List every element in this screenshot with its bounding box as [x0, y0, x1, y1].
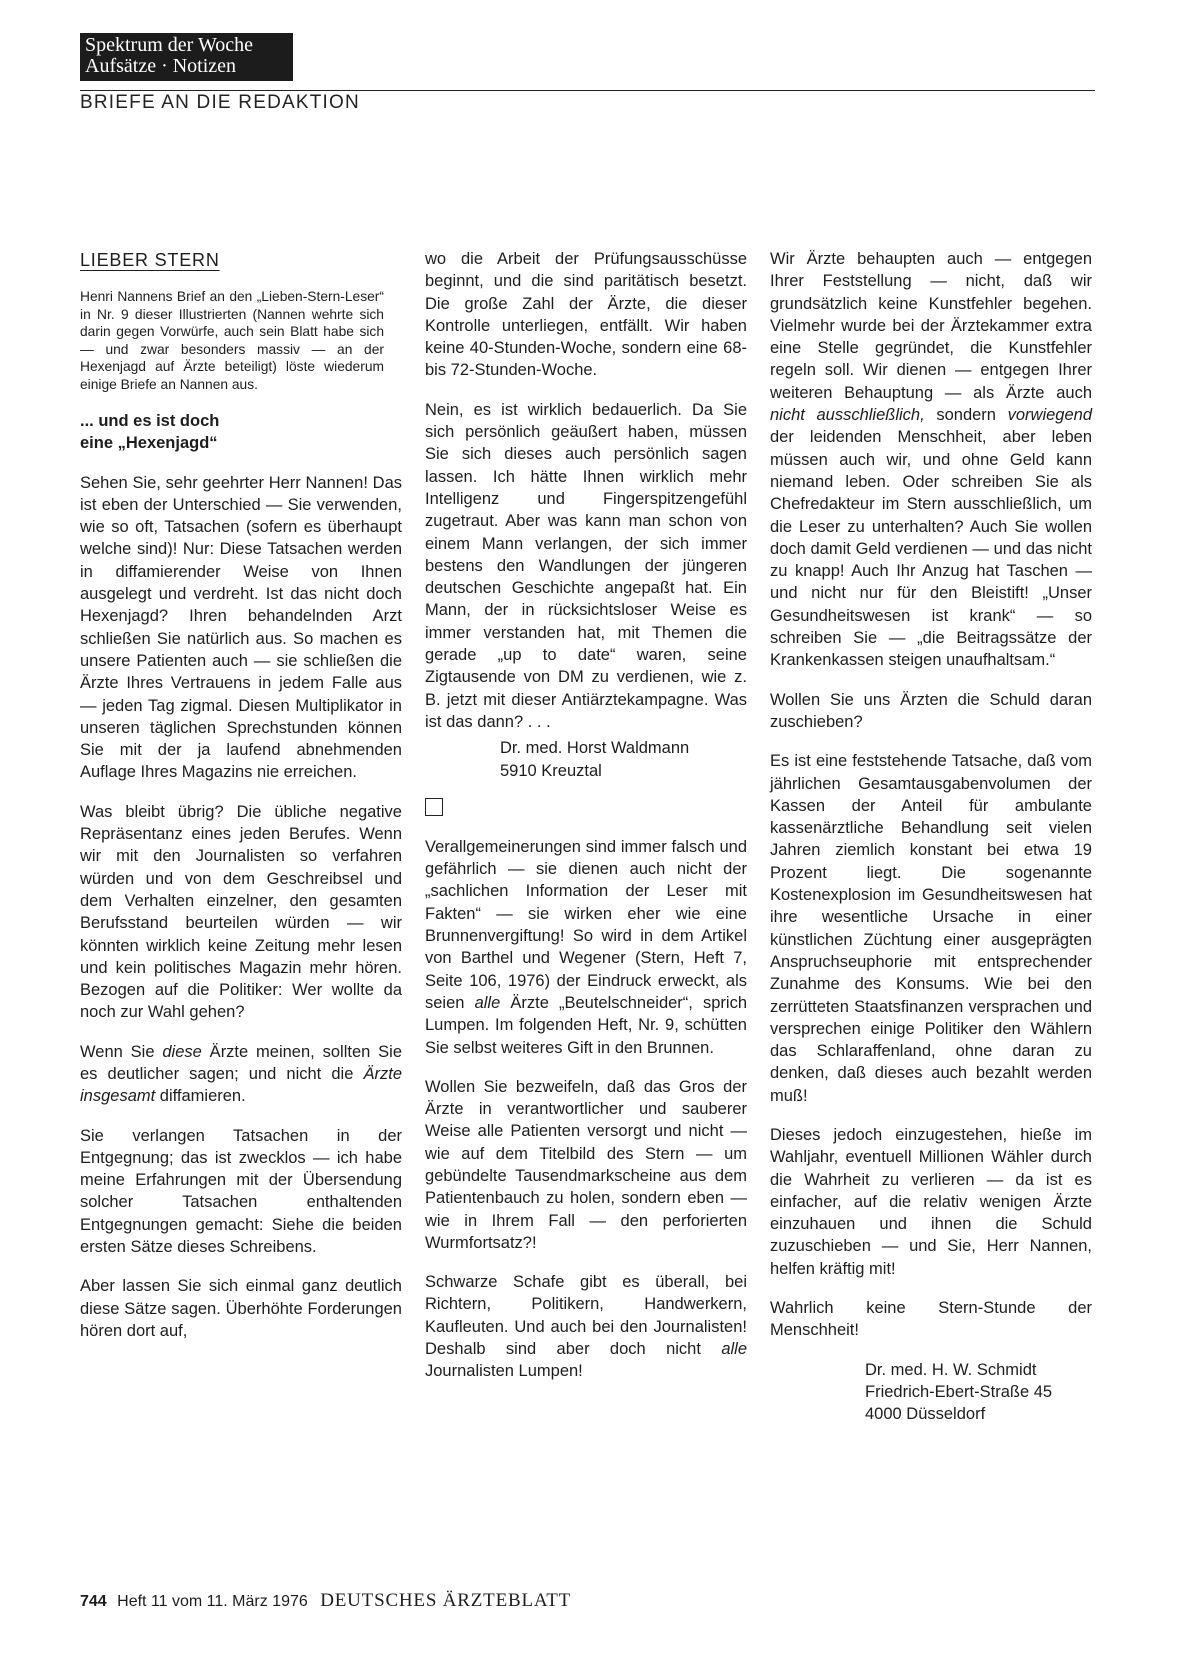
page-footer [80, 1590, 571, 1612]
badge-line-2: Aufsätze · Notizen [85, 55, 237, 77]
paragraph: Nein, es ist wirklich bedauerlich. Da Sie sich persönlich geäußert haben, müssen Sie sich dieses auch persönlich sagen lassen. Ich hätte Ihnen wirklich mehr Intelligenz und Fingerspitzengefühl zugetraut. Aber was kann man schon von einem Mann verlangen, der sich immer bestens den Wandlungen der jüngeren deutschen Geschichte angepaßt hat. Ein Mann, der in rücksichtsloser Weise es immer verstanden hat, mit Themen die gerade „up to date“ waren, seine Zigtausende von DM zu verdienen, wie z. B. jetzt mit dieser Antiärztekampagne. Was ist das dann? . . . [425, 400, 747, 731]
letter-title: LIEBER STERN [80, 250, 220, 270]
intro-paragraph: Henri Nannens Brief an den „Lieben-Stern-Leser“ in Nr. 9 dieser Illustrierten (Nannen wehrte sich darin gegen Vorwürfe, auch sein Blatt habe sich — und zwar besonders massiv — an der Hexenjagd auf Ärzte beteiligt) löste wiederum einige Briefe an Nannen aus. [80, 289, 384, 392]
paragraph [80, 1041, 402, 1108]
text-span: Ärzte „Beutelschneider“, sprich Lumpen. Im folgenden Heft, Nr. 9, schütten Sie selbst weiteres Gift in den Brunnen. [425, 993, 747, 1057]
letter-subheading [80, 410, 402, 454]
paragraph [425, 836, 747, 1059]
section-title: BRIEFE AN DIE REDAKTION [80, 92, 360, 113]
signature-name: Dr. med. Horst Waldmann [500, 739, 690, 758]
text-span: Journalisten Lumpen! [425, 1362, 583, 1381]
section-badge [80, 33, 293, 81]
paragraph: Sie verlangen Tatsachen in der Entgegnung; das ist zwecklos — ich habe meine Erfahrungen mit der Übersendung solcher Tatsachen enthaltenden Entgegnungen gemacht: Siehe die beiden ersten Sätze dieses Schreibens. [80, 1126, 402, 1257]
signature-city: 5910 Kreuztal [500, 761, 602, 780]
signature-waldmann [425, 737, 747, 782]
column-3 [770, 248, 1092, 1442]
subheading-line-2: eine „Hexenjagd“ [80, 433, 218, 452]
paragraph: Es ist eine feststehende Tatsache, daß vom jährlichen Gesamtausgabenvolumen der Kassen der Anteil für ambulante kassenärztliche Behandlung seit vielen Jahren ziemlich konstant bei etwa 19 Prozent liegt. Die sogenannte Kostenexplosion im Gesundheitswesen hat ihre wesentliche Ursache in einer künstlichen Züchtung einer ausgeprägten Anspruchseuphorie mit entsprechender Zunahme des Konsums. Wie bei den zerrütteten Staatsfinanzen versprachen und versprechen einige Politiker den Wählern das Schlaraffenland, ohne daran zu denken, daß dieses auch bezahlt werden muß! [770, 752, 1092, 1105]
paragraph: Aber lassen Sie sich einmal ganz deutlich diese Sätze sagen. Überhöhte Forderungen hören dort auf, [80, 1277, 402, 1340]
emphasis: vorwiegend [1007, 406, 1092, 425]
journal-name: DEUTSCHES ÄRZTEBLATT [320, 1590, 572, 1611]
header-rule [80, 90, 1095, 91]
page-number: 744 [80, 1593, 107, 1610]
paragraph: Was bleibt übrig? Die übliche negative Repräsentanz eines jeden Berufes. Wenn wir mit den Journalisten so verfahren würden und von dem Geschreibsel und dem Verhalten einzelner, den gesamten Berufsstand beurteilen würden — wir könnten wirklich keine Zeitung mehr lesen und kein politisches Magazin mehr hören. Bezogen auf die Politiker: Wer wollte da noch zur Wahl gehen? [80, 802, 402, 1022]
column-2 [425, 248, 747, 1400]
emphasis: alle [474, 993, 501, 1012]
paragraph: Sehen Sie, sehr geehrter Herr Nannen! Das ist eben der Unterschied — Sie verwenden, wie so oft, Tatsachen (sofern es überhaupt welche sind)! Nur: Diese Tatsachen werden in diffamierender Weise von Ihnen ausgelegt und verdreht. Ist das nicht doch Hexenjagd? Ihren behandelnden Arzt schließen Sie natürlich aus. So machen es unsere Patienten auch — sie schließen die Ärzte Ihres Vertrauens in jedem Falle aus — jeden Tag zigmal. Diesen Multiplikator in unseren täglichen Sprechstunden können Sie mit der ja laufend abnehmenden Auflage Ihres Magazins nie erreichen. [80, 473, 402, 782]
badge-line-1: Spektrum der Woche [85, 34, 253, 56]
signature-schmidt [770, 1359, 1092, 1426]
text-span: Ärzte meinen, sollten Sie es deutlicher sagen; und nicht die [80, 1042, 403, 1083]
paragraph [770, 248, 1092, 672]
paragraph: Wollen Sie uns Ärzten die Schuld daran zuschieben? [770, 690, 1092, 731]
text-span: Schwarze Schafe gibt es überall, bei Richtern, Politikern, Handwerkern, Kaufleuten. Und auch bei den Journalisten! Deshalb sind aber doch nicht [425, 1273, 747, 1359]
paragraph: Dieses jedoch einzugestehen, hieße im Wahljahr, eventuell Millionen Wähler durch die Wahrheit zu verlieren — da ist es einfacher, auf die relativ wenigen Ärzte einzuhauen und ihnen die Schuld zuzuschieben — und Sie, Herr Nannen, helfen kräftig mit! [770, 1125, 1092, 1278]
emphasis: nicht ausschließlich, [770, 406, 925, 425]
paragraph: Wahrlich keine Stern-Stunde der Menschheit! [770, 1299, 1092, 1340]
emphasis: alle [721, 1340, 747, 1359]
text-span: der leidenden Menschheit, aber leben müssen auch wir, und ohne Geld kann niemand leben. Oder schreiben Sie als Chefredakteur im Stern ausschließlich, um die Leser zu unterhalten? Auch Sie wollen doch damit Geld verdienen — und das nicht zu knapp! Auch Ihr Anzug hat Taschen — und nicht nur für den Bleistift! „Unser Gesundheitswesen ist krank“ — so schreiben Sie — „die Beitragssätze der Krankenkassen steigen unaufhaltsam.“ [770, 428, 1092, 670]
text-span: sondern [924, 406, 1008, 425]
text-span: Verallgemeinerungen sind immer falsch und gefährlich — sie dienen auch nicht der „sachlichen Information der Leser mit Fakten“ — sie wirken eher wie eine Brunnenvergiftung! So wird in dem Artikel von Barthel und Wegener (Stern, Heft 7, Seite 106, 1976) der Eindruck erweckt, als seien [425, 837, 747, 1012]
signature-city: 4000 Düsseldorf [865, 1405, 986, 1424]
emphasis: diese [162, 1042, 202, 1061]
paragraph: Wollen Sie bezweifeln, daß das Gros der Ärzte in verantwortlicher und sauberer Weise alle Patienten versorgt und nicht — wie auf dem Titelbild des Stern — um gebündelte Tausendmarkscheine aus dem Patientenbauch zu holen, sondern eben — wie in Ihrem Fall — den perforierten Wurmfortsatz?! [425, 1077, 747, 1252]
subheading-line-1: ... und es ist doch [80, 411, 220, 430]
separator-square-icon [425, 798, 443, 816]
text-span: diffamieren. [155, 1087, 246, 1106]
signature-street: Friedrich-Ebert-Straße 45 [865, 1382, 1053, 1401]
paragraph [425, 1271, 747, 1382]
column-1 [80, 248, 402, 1359]
text-span: Wenn Sie [80, 1042, 163, 1061]
paragraph: wo die Arbeit der Prüfungsausschüsse beginnt, und die sind paritätisch besetzt. Die große Zahl der Ärzte, die dieser Kontrolle unterliegen, entfällt. Wir haben keine 40-Stunden-Woche, sondern eine 68-bis 72-Stunden-Woche. [425, 250, 747, 380]
signature-name: Dr. med. H. W. Schmidt [865, 1360, 1037, 1379]
text-span: Wir Ärzte behaupten auch — entgegen Ihrer Feststellung — nicht, daß wir grundsätzlich keine Kunstfehler begehen. Vielmehr wurde bei der Ärztekammer extra eine Stelle gegründet, die Kunstfehler regeln soll. Wir dienen — entgegen Ihrer weiteren Behauptung — als Ärzte auch [770, 250, 1092, 402]
emphasis: Ärzte insgesamt [80, 1064, 402, 1106]
issue-info: Heft 11 vom 11. März 1976 [117, 1593, 308, 1610]
